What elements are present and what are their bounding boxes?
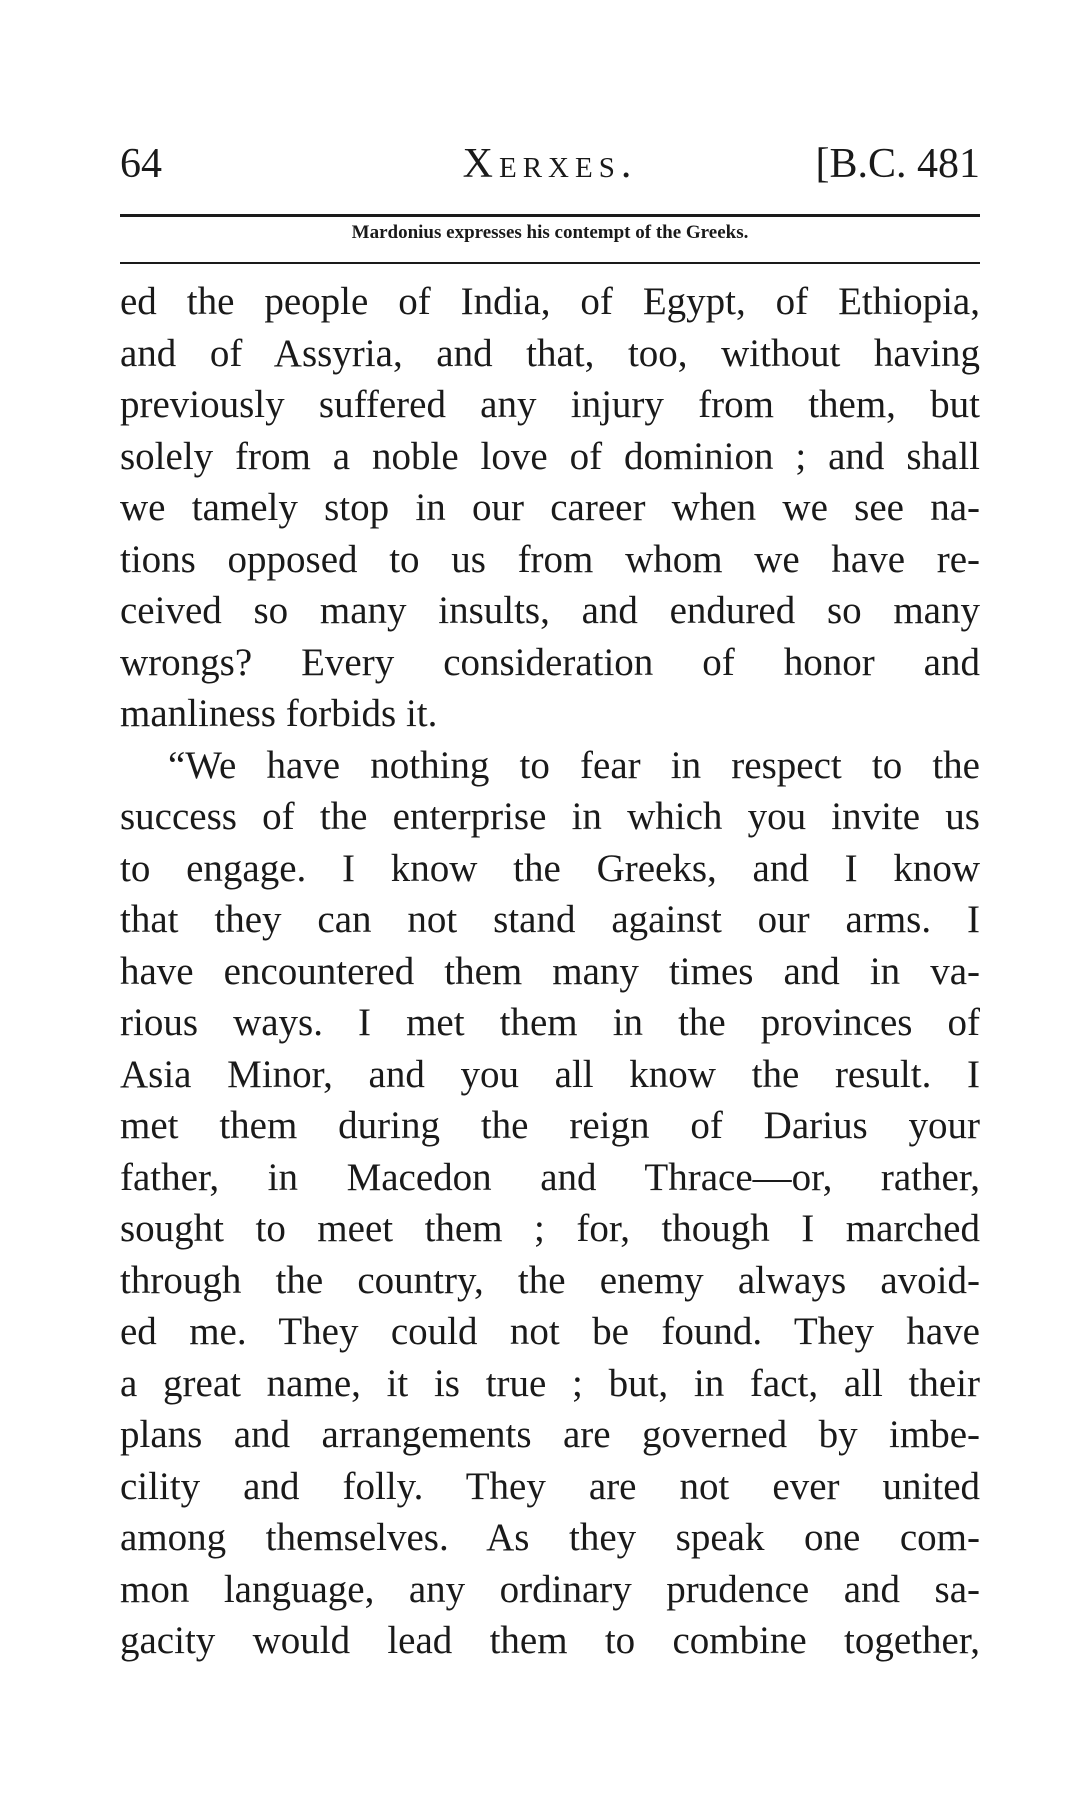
text-line: rious ways. I met them in the provinces of <box>120 1001 980 1044</box>
text-line: solely from a noble love of dominion ; and shall <box>120 434 980 478</box>
text-line: to engage. I know the Greeks, and I know <box>120 846 980 890</box>
page-header <box>120 140 980 200</box>
header-rule-top <box>120 214 980 217</box>
text-line: manliness forbids it. <box>120 692 438 735</box>
text-line: we tamely stop in our career when we see na- <box>120 486 980 529</box>
text-line: and of Assyria, and that, too, without having <box>120 331 980 375</box>
date-marker: [B.C. 481 <box>815 141 980 187</box>
page-number: 64 <box>120 141 162 187</box>
text-line: cility and folly. They are not ever united <box>120 1464 980 1508</box>
body-text <box>120 276 980 1667</box>
text-line: ed the people of India, of Egypt, of Ethiopia, <box>120 280 980 323</box>
section-subtitle: Mardonius expresses his contempt of the Greeks. <box>351 222 749 243</box>
text-line: sought to meet them ; for, though I marched <box>120 1207 980 1250</box>
text-line: a great name, it is true ; but, in fact, all their <box>120 1361 980 1405</box>
text-line: that they can not stand against our arms. I <box>120 898 980 941</box>
text-line: “We have nothing to fear in respect to the <box>168 743 980 787</box>
text-line: among themselves. As they speak one com- <box>120 1516 980 1559</box>
text-line: Asia Minor, and you all know the result. I <box>120 1052 980 1096</box>
text-line: have encountered them many times and in va- <box>120 949 980 993</box>
running-title: Xerxes. <box>462 141 638 187</box>
text-line: gacity would lead them to combine together, <box>120 1619 980 1662</box>
text-line: mon language, any ordinary prudence and sa- <box>120 1567 980 1611</box>
text-line: father, in Macedon and Thrace—or, rather, <box>120 1155 980 1199</box>
text-line: met them during the reign of Darius your <box>120 1104 980 1147</box>
text-line: ed me. They could not be found. They have <box>120 1310 980 1353</box>
text-line: wrongs? Every consideration of honor and <box>120 640 980 684</box>
header-rule-bottom <box>120 262 980 264</box>
paragraph <box>120 740 980 1667</box>
text-line: ceived so many insults, and endured so many <box>120 589 980 632</box>
text-line: success of the enterprise in which you invite us <box>120 795 980 838</box>
text-line: previously suffered any injury from them, but <box>120 383 980 426</box>
text-line: through the country, the enemy always avoid- <box>120 1258 980 1302</box>
text-line: tions opposed to us from whom we have re- <box>120 537 980 581</box>
text-line: plans and arrangements are governed by imbe- <box>120 1413 980 1456</box>
paragraph <box>120 276 980 740</box>
